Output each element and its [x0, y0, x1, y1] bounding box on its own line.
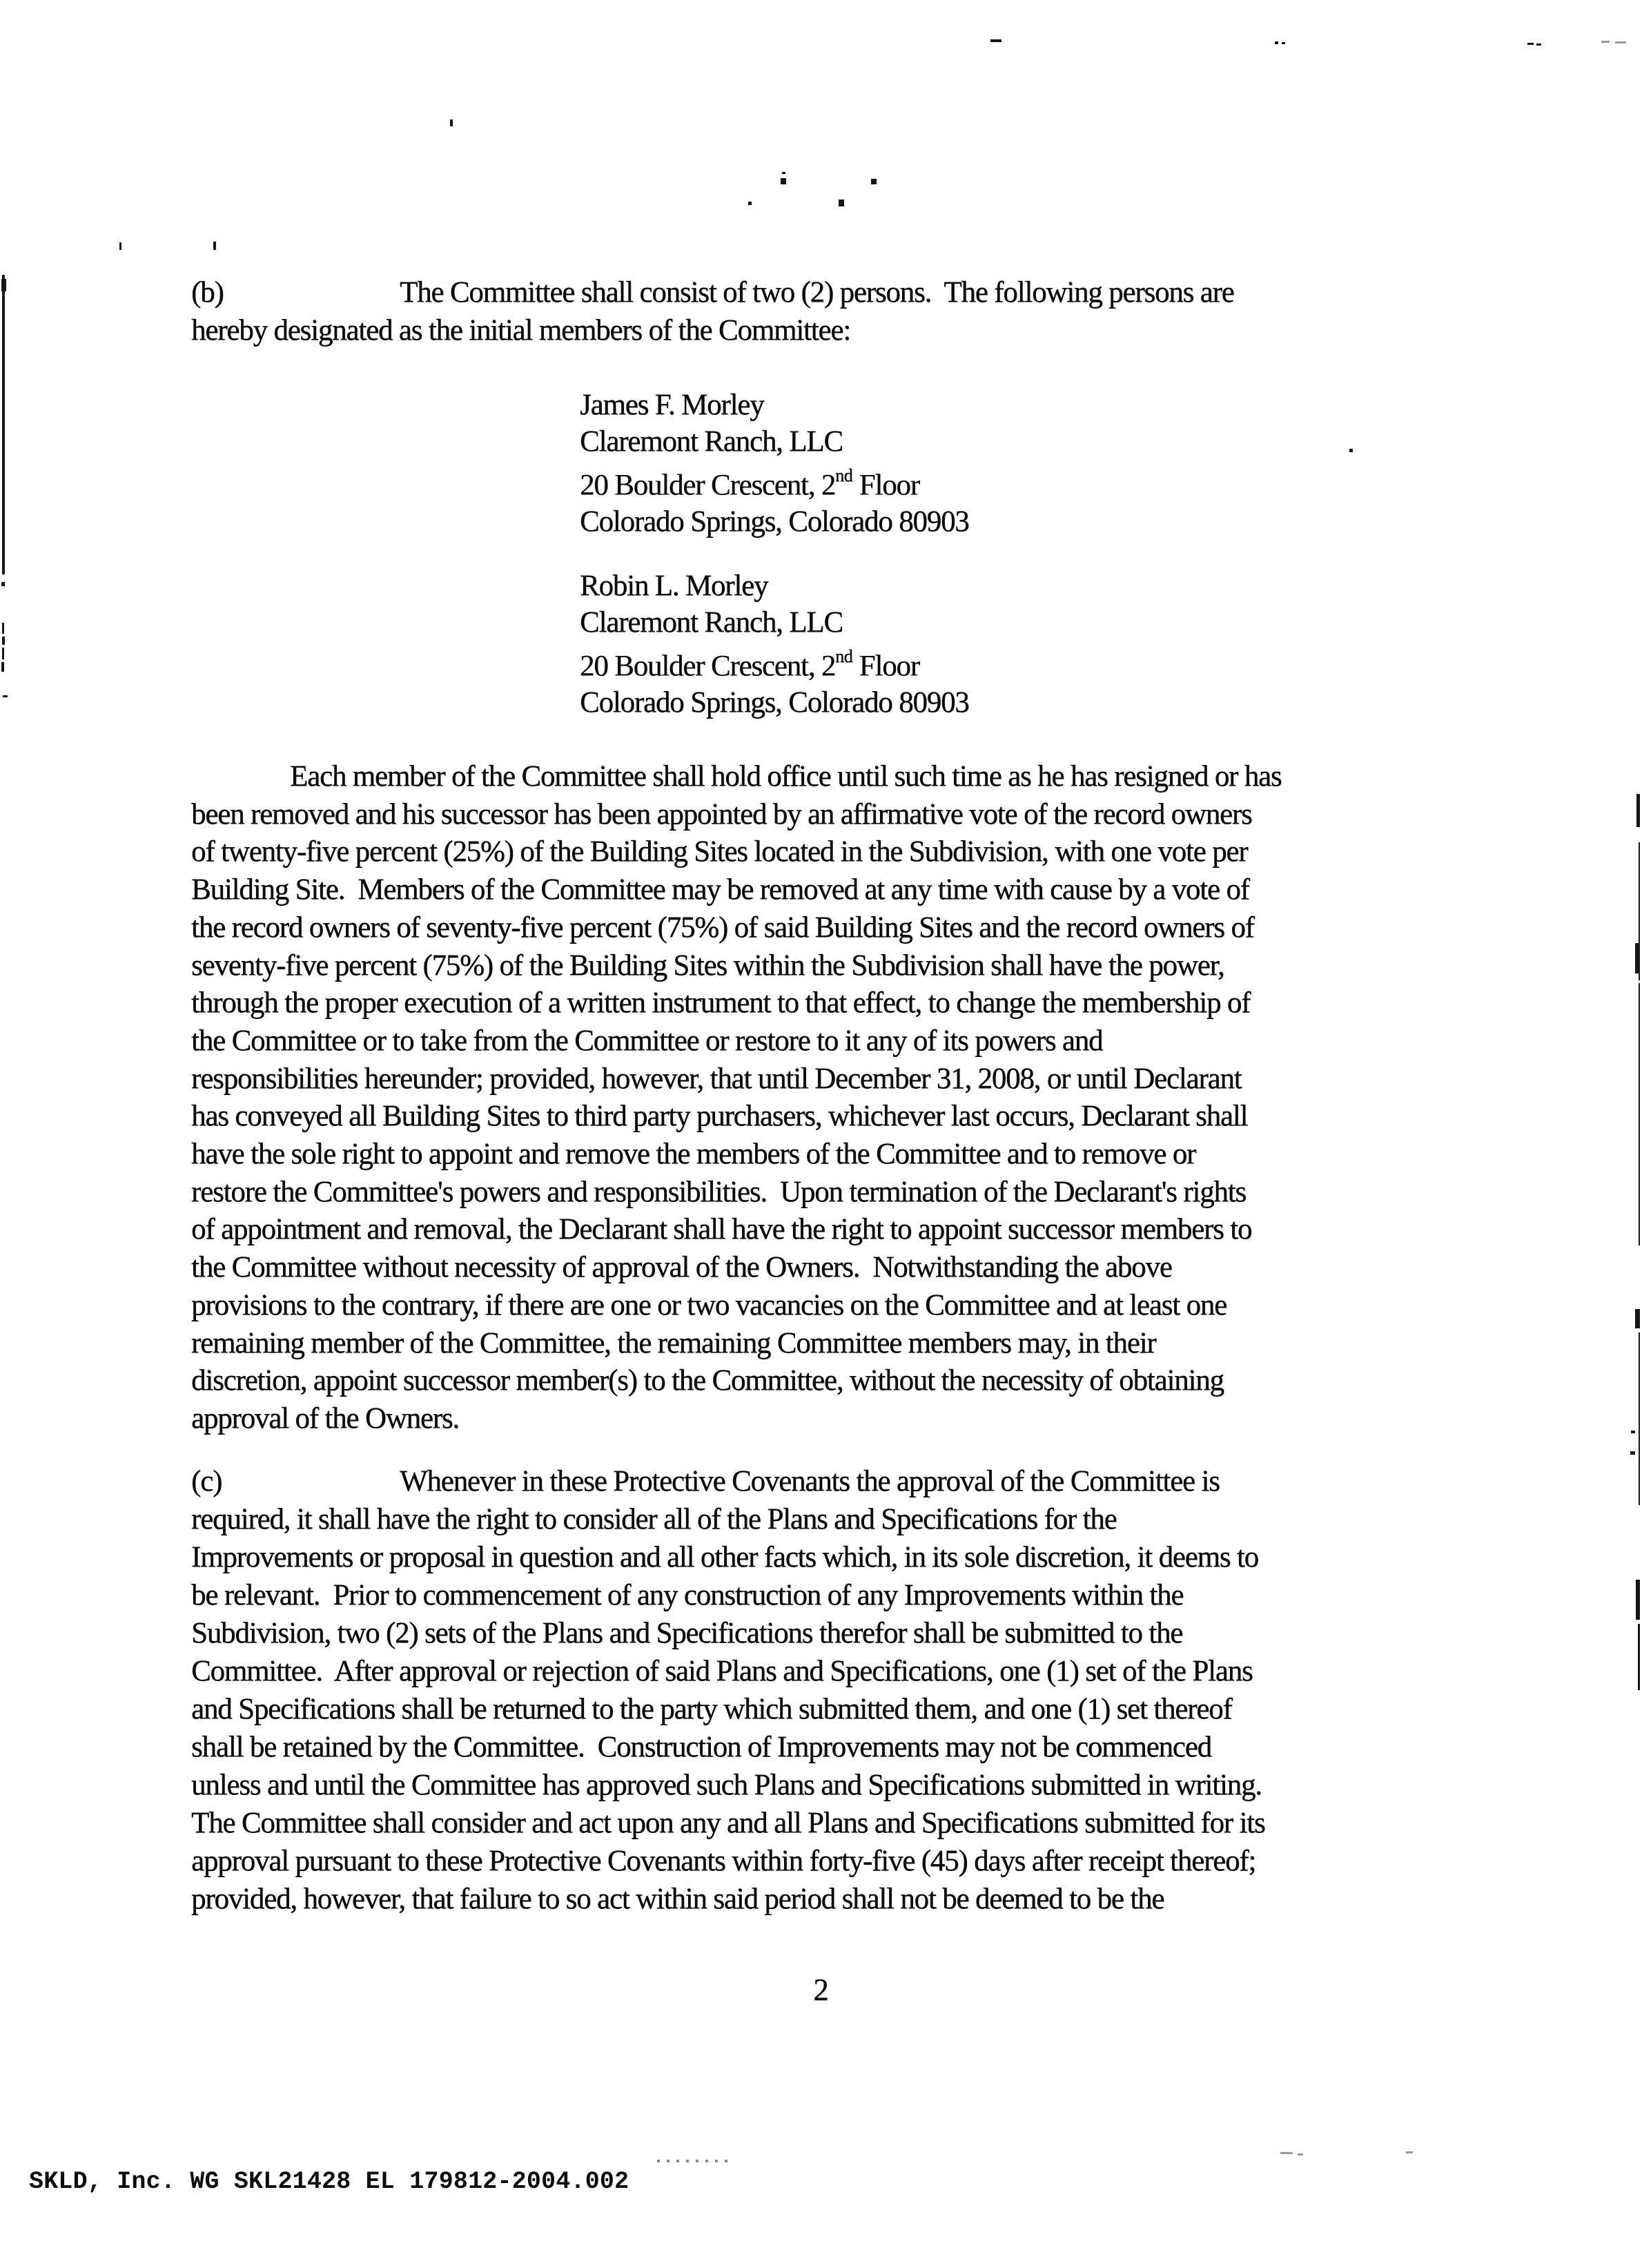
scan-artifact-mark [1527, 43, 1534, 45]
scan-artifact-mark [839, 200, 844, 206]
address-block-robin-morley [580, 568, 1201, 721]
text-line: provided, however, that failure to so act within said period shall not be deemed to be the [191, 1883, 1164, 1915]
address-name: Robin L. Morley [580, 570, 768, 602]
scan-artifact-mark [2, 648, 4, 659]
text-line: have the sole right to appoint and remove the members of the Committee and to remove or [191, 1138, 1196, 1171]
address-street [580, 460, 1201, 503]
paragraph-label-b: (b) [191, 276, 224, 309]
text-line: The Committee shall consider and act upon any and all Plans and Specifications submitted for its [191, 1807, 1265, 1839]
scan-artifact-dotted-row [657, 2160, 729, 2162]
scan-artifact-right-line [1636, 794, 1640, 827]
street-text-post: Floor [852, 469, 919, 502]
page-number: 2 [813, 1973, 829, 2007]
text-line: shall be retained by the Committee. Construction of Improvements may not be commenced [191, 1731, 1211, 1763]
scan-artifact-mark [781, 178, 786, 184]
text-line: Improvements or proposal in question and all other facts which, in its sole discretion, it deems to [191, 1541, 1258, 1573]
text-line: seventy-five percent (75%) of the Building Sites within the Subdivision shall have the power, [191, 949, 1224, 982]
paragraph-c-line1: Whenever in these Protective Covenants the approval of the Committee is [400, 1465, 1220, 1498]
text-line: the Committee or to take from the Committee or restore to it any of its powers and [191, 1024, 1103, 1057]
paragraph-b-line1: The Committee shall consist of two (2) persons. The following persons are [400, 276, 1234, 309]
text-line: Building Site. Members of the Committee may be removed at any time with cause by a vote of [191, 873, 1249, 907]
paragraph-b-line2: hereby designated as the initial members of the Committee: [191, 314, 850, 347]
scan-artifact-mark [1, 582, 5, 586]
address-org: Claremont Ranch, LLC [580, 606, 843, 639]
scan-artifact-mark [1282, 42, 1285, 44]
scan-artifact-right-line [1636, 1580, 1640, 1620]
scan-artifact-mark [1349, 449, 1353, 452]
paragraph-c [191, 1462, 1503, 1918]
scan-artifact-mark [2, 623, 4, 634]
text-line: has conveyed all Building Sites to third party purchasers, whichever last occurs, Declarant shall [191, 1100, 1248, 1133]
text-line: Subdivision, two (2) sets of the Plans and Specifications therefor shall be submitted to the [191, 1617, 1183, 1649]
scan-artifact-mark [119, 242, 121, 250]
scan-artifact-mark [1275, 41, 1278, 44]
text-line: approval pursuant to these Protective Covenants within forty-five (45) days after receipt thereof; [191, 1845, 1256, 1877]
text-line: through the proper execution of a written instrument to that effect, to change the membership of [191, 987, 1251, 1020]
text-line: Each member of the Committee shall hold office until such time as he has resigned or has [290, 760, 1282, 793]
scan-artifact-mark [1536, 43, 1541, 46]
text-line: unless and until the Committee has approved such Plans and Specifications submitted in writing. [191, 1769, 1262, 1801]
scan-artifact-mark [748, 202, 752, 205]
text-line: discretion, appoint successor member(s) to the Committee, without the necessity of obtaining [191, 1364, 1224, 1397]
scan-artifact-right-line [1638, 1624, 1640, 1690]
text-line [191, 273, 1503, 311]
scan-artifact-mark [782, 172, 785, 174]
text-line: provisions to the contrary, if there are one or two vacancies on the Committee and at least one [191, 1288, 1226, 1321]
text-line: of appointment and removal, the Declarant shall have the right to appoint successor members to [191, 1213, 1252, 1246]
scan-artifact-mark [990, 39, 1001, 42]
scan-artifact-mark [1, 279, 6, 291]
address-org: Claremont Ranch, LLC [580, 425, 843, 458]
text-line: the record owners of seventy-five percent (75%) of said Building Sites and the record owners of [191, 911, 1254, 944]
address-city: Colorado Springs, Colorado 80903 [580, 686, 969, 719]
scan-artifact-mark [213, 242, 216, 250]
address-city: Colorado Springs, Colorado 80903 [580, 505, 969, 539]
paragraph-b [191, 273, 1503, 349]
scan-artifact-mark [1630, 1451, 1635, 1455]
scan-artifact-mark [1631, 1431, 1635, 1433]
scan-artifact-mark [1298, 2153, 1303, 2155]
text-line: been removed and his successor has been appointed by an affirmative vote of the record owners [191, 797, 1252, 831]
scan-artifact-mark [1280, 2152, 1293, 2154]
text-line: the Committee without necessity of approval of the Owners. Notwithstanding the above [191, 1251, 1172, 1284]
scan-artifact-mark [1615, 41, 1626, 43]
text-line: restore the Committee's powers and responsibilities. Upon termination of the Declarant's rights [191, 1175, 1246, 1208]
text-line: be relevant. Prior to commencement of any construction of any Improvements within the [191, 1579, 1184, 1611]
address-street [580, 641, 1201, 684]
text-line: required, it shall have the right to consider all of the Plans and Specifications for the [191, 1503, 1117, 1535]
text-line: Committee. After approval or rejection of said Plans and Specifications, one (1) set of the Plans [191, 1655, 1253, 1687]
street-ordinal: nd [835, 465, 853, 485]
scan-artifact-left-line [2, 275, 5, 574]
text-line [191, 1462, 1503, 1500]
street-text: 20 Boulder Crescent, 2 [580, 650, 836, 683]
text-line: of twenty-five percent (25%) of the Building Sites located in the Subdivision, with one vote per [191, 835, 1248, 869]
scan-artifact-mark [2, 637, 5, 645]
paragraph-committee-terms [191, 758, 1503, 1438]
street-text: 20 Boulder Crescent, 2 [580, 469, 836, 502]
scan-artifact-mark [450, 119, 453, 126]
scan-artifact-mark [1406, 2151, 1413, 2153]
address-name: James F. Morley [580, 389, 764, 421]
street-ordinal: nd [835, 646, 853, 666]
scan-artifact-mark [3, 695, 8, 697]
scan-artifact-right-line [1639, 1332, 1640, 1505]
scan-artifact-mark [1601, 41, 1610, 43]
paragraph-label-c: (c) [191, 1465, 222, 1498]
footer-reference: SKLD, Inc. WG SKL21428 EL 179812-2004.002 [29, 2168, 629, 2196]
scan-artifact-right-line [1635, 943, 1640, 973]
street-text-post: Floor [852, 650, 919, 683]
text-line: remaining member of the Committee, the remaining Committee members may, in their [191, 1326, 1156, 1359]
scan-artifact-mark [871, 179, 877, 184]
text-line: approval of the Owners. [191, 1402, 459, 1435]
text-line: and Specifications shall be returned to the party which submitted them, and one (1) set thereof [191, 1693, 1232, 1725]
text-line: responsibilities hereunder; provided, however, that until December 31, 2008, or until Declarant [191, 1062, 1242, 1095]
address-block-james-morley [580, 387, 1201, 540]
scan-artifact-mark [1, 662, 4, 672]
scan-artifact-right-line [1635, 1309, 1640, 1328]
scan-artifact-right-line [1639, 983, 1640, 1246]
